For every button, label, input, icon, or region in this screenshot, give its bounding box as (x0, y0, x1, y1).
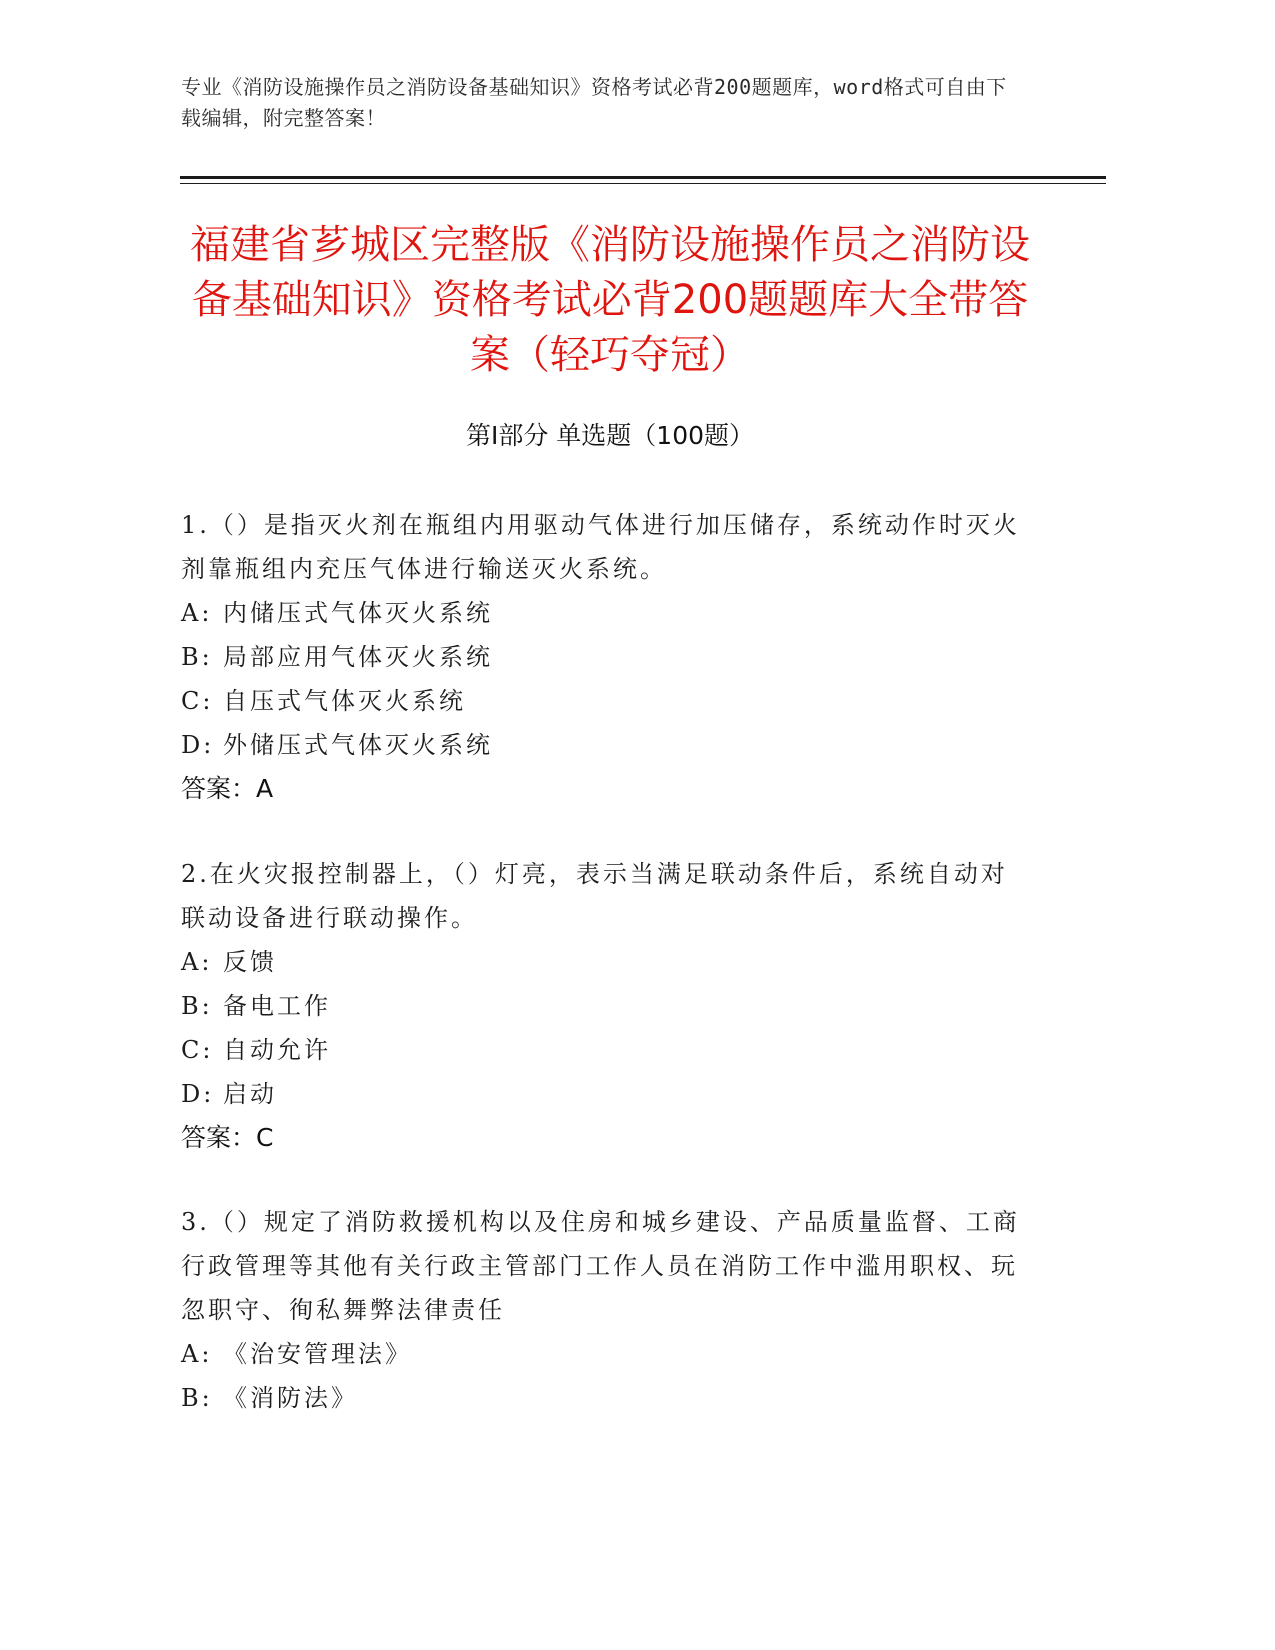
question-stem: 2.在火灾报控制器上，（）灯亮，表示当满足联动条件后，系统自动对联动设备进行联动操作。 (181, 860, 1008, 932)
option-text: 反馈 (223, 948, 277, 976)
option-letter: D: (181, 1080, 215, 1108)
option-letter: A: (181, 948, 213, 976)
option-a (181, 591, 1021, 635)
option-d (181, 723, 1021, 767)
option-text: 《消防法》 (223, 1384, 358, 1412)
option-text: 备电工作 (223, 992, 331, 1020)
option-text: 自压式气体灭火系统 (223, 687, 466, 715)
option-d (181, 1072, 1021, 1116)
document-title: 福建省芗城区完整版《消防设施操作员之消防设备基础知识》资格考试必背200题题库大全带答案（轻巧夺冠） (190, 222, 1030, 378)
question-1 (181, 503, 1021, 811)
option-b (181, 635, 1021, 679)
header-note: 专业《消防设施操作员之消防设备基础知识》资格考试必背200题题库，word格式可自由下载编辑，附完整答案！ (181, 75, 1007, 130)
answer-line: 答案：A (181, 774, 274, 803)
option-letter: C: (181, 1036, 214, 1064)
option-letter: B: (181, 643, 213, 671)
option-letter: B: (181, 992, 213, 1020)
option-letter: B: (181, 1384, 213, 1412)
option-c (181, 1028, 1021, 1072)
question-stem: 3.（）规定了消防救援机构以及住房和城乡建设、产品质量监督、工商行政管理等其他有关行政主管部门工作人员在消防工作中滥用职权、玩忽职守、徇私舞弊法律责任 (181, 1208, 1020, 1324)
header-rule-thin (180, 183, 1106, 184)
answer-line: 答案：C (181, 1123, 274, 1152)
option-b (181, 1376, 1021, 1420)
option-letter: C: (181, 687, 214, 715)
option-text: 自动允许 (223, 1036, 331, 1064)
question-stem: 1.（）是指灭火剂在瓶组内用驱动气体进行加压储存，系统动作时灭火剂靠瓶组内充压气体进行输送灭火系统。 (181, 511, 1020, 583)
option-a (181, 940, 1021, 984)
option-a (181, 1332, 1021, 1376)
section-heading: 第Ⅰ部分 单选题（100题） (465, 421, 755, 450)
option-text: 外储压式气体灭火系统 (223, 731, 493, 759)
option-b (181, 984, 1021, 1028)
option-letter: A: (181, 599, 213, 627)
question-2 (181, 852, 1021, 1160)
option-text: 局部应用气体灭火系统 (223, 643, 493, 671)
question-3 (181, 1200, 1021, 1420)
option-letter: D: (181, 731, 215, 759)
option-text: 启动 (223, 1080, 277, 1108)
option-text: 《治安管理法》 (223, 1340, 412, 1368)
option-c (181, 679, 1021, 723)
option-text: 内储压式气体灭火系统 (223, 599, 493, 627)
option-letter: A: (181, 1340, 213, 1368)
header-rule-thick (180, 176, 1106, 179)
